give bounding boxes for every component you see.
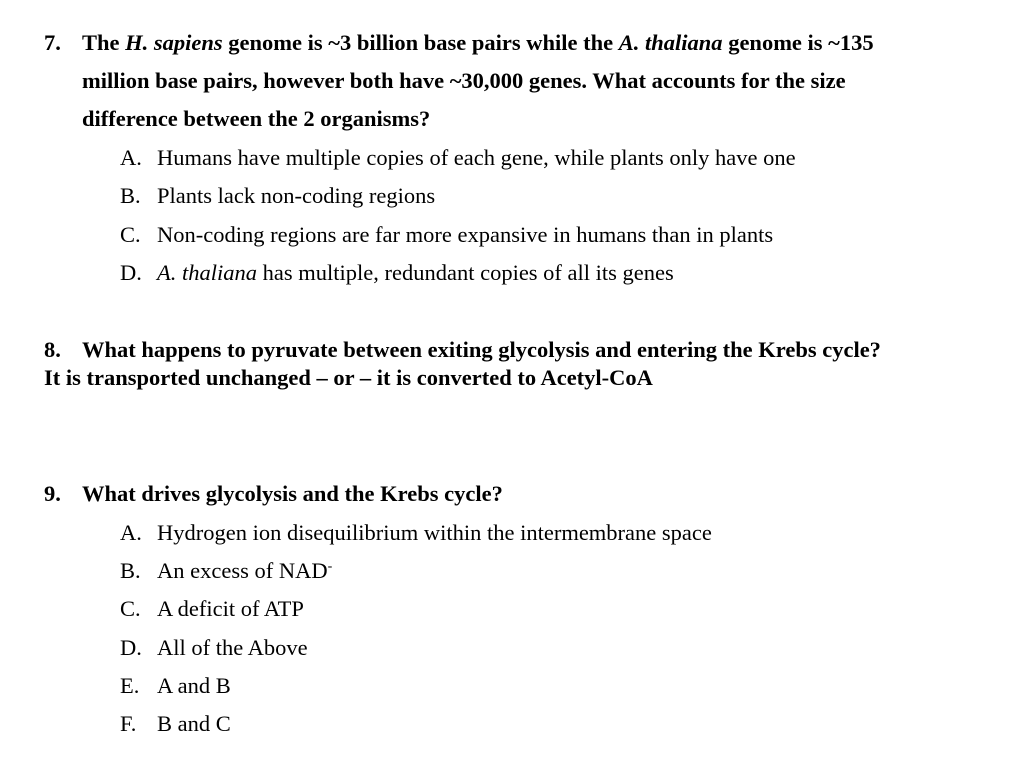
option-text: An excess of NAD [157, 558, 328, 583]
question-9-line-1: What drives glycolysis and the Krebs cycle? [82, 481, 503, 506]
option-text: Non-coding regions are far more expansive in humans than in plants [157, 222, 774, 247]
option-letter: E. [120, 673, 140, 698]
option-letter: A. [120, 520, 142, 545]
question-7-text-e: genome is ~135 [722, 30, 874, 55]
question-7-species-plant: A. thaliana [618, 30, 723, 55]
option-text: A and B [157, 673, 231, 698]
question-8-number: 8. [44, 337, 61, 362]
question-9-option-d [120, 635, 308, 661]
question-8-line-1: What happens to pyruvate between exiting glycolysis and entering the Krebs cycle? [82, 337, 881, 362]
option-text: All of the Above [157, 635, 308, 660]
option-text: A deficit of ATP [157, 596, 304, 621]
question-8-answer: It is transported unchanged – or – it is converted to Acetyl-CoA [44, 365, 653, 390]
question-7-option-b [120, 183, 435, 209]
option-text: B and C [157, 711, 231, 736]
option-letter: B. [120, 558, 141, 583]
question-7-option-a [120, 145, 796, 171]
question-9-option-c [120, 596, 304, 622]
question-7-text-c: genome is ~3 billion base pairs while the [222, 30, 619, 55]
question-7-line-2: million base pairs, however both have ~30,000 genes. What accounts for the size [82, 68, 846, 93]
option-letter: B. [120, 183, 141, 208]
question-9-option-e [120, 673, 231, 699]
option-letter: F. [120, 711, 137, 736]
option-text: has multiple, redundant copies of all its genes [257, 260, 674, 285]
question-9-number: 9. [44, 481, 61, 506]
question-7-option-d [120, 260, 674, 286]
option-text: Hydrogen ion disequilibrium within the intermembrane space [157, 520, 712, 545]
question-9-option-f [120, 711, 231, 737]
option-text: Plants lack non-coding regions [157, 183, 436, 208]
question-7-option-c [120, 222, 773, 248]
question-7-number: 7. [44, 30, 61, 55]
option-letter: D. [120, 635, 142, 660]
question-7-text-a: The [82, 30, 126, 55]
question-9-option-b [120, 558, 332, 584]
option-letter: A. [120, 145, 142, 170]
option-species: A. thaliana [157, 260, 257, 285]
question-7-line-1 [82, 30, 874, 56]
option-text: Humans have multiple copies of each gene, while plants only have one [157, 145, 796, 170]
option-letter: C. [120, 596, 141, 621]
question-9-option-a [120, 520, 712, 546]
option-superscript: - [327, 559, 333, 574]
question-7-species-human: H. sapiens [125, 30, 223, 55]
option-letter: D. [120, 260, 142, 285]
question-7-line-3: difference between the 2 organisms? [82, 106, 431, 131]
option-letter: C. [120, 222, 141, 247]
